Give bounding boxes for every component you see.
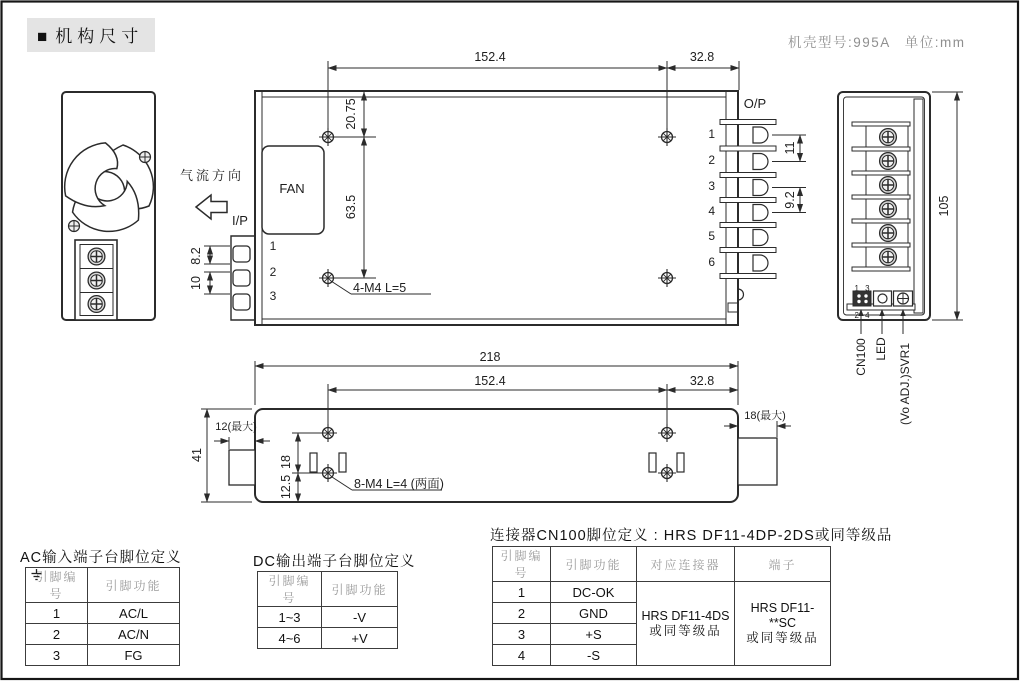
- cell: -V: [322, 607, 398, 628]
- airflow-arrow-icon: [196, 195, 227, 219]
- cell: 3: [26, 645, 88, 666]
- dim-height-105: 105: [937, 195, 951, 217]
- op-pin-number: 6: [708, 255, 715, 269]
- dim-height-41: 41: [190, 448, 204, 462]
- cell: 4~6: [258, 628, 322, 649]
- dim-hole-top: 20.75: [344, 98, 358, 130]
- cn100-table-title: 连接器CN100脚位定义 : HRS DF11-4DP-2DS或同等级品: [490, 528, 893, 544]
- dc-pin-table: [257, 571, 398, 649]
- ac-pin-table: [25, 567, 180, 666]
- cell: +V: [322, 628, 398, 649]
- cell: GND: [551, 603, 637, 624]
- col-header: 端子: [735, 547, 831, 582]
- terminal-screw-icon: [880, 201, 897, 218]
- cell-text: FG: [124, 647, 143, 663]
- table-row: [26, 645, 180, 666]
- table-row: [493, 582, 831, 603]
- screw-icon: [69, 221, 80, 232]
- table-header-row: [258, 572, 398, 607]
- terminal-line1: HRS DF11-**SC: [750, 601, 815, 630]
- cell: 2: [26, 624, 88, 645]
- svr1-potentiometer-icon: [894, 291, 913, 306]
- connector-line2: 或同等级品: [649, 623, 722, 638]
- cell: 1~3: [258, 607, 322, 628]
- table-row: [26, 624, 180, 645]
- dim-ip-pitch-a: 8.2: [189, 247, 203, 265]
- dim-width-right-side: 32.8: [689, 374, 715, 388]
- cell: 4: [493, 645, 551, 666]
- cell: -S: [551, 645, 637, 666]
- terminal-screw-icon: [880, 153, 897, 170]
- terminal-screw-icon: [880, 177, 897, 194]
- cell-terminal: [735, 582, 831, 666]
- screw-icon: [140, 152, 151, 163]
- ip-pin-number: 3: [269, 289, 277, 303]
- fan-icon: [50, 138, 153, 247]
- terminal-screw-icon: [88, 272, 105, 289]
- cell: [88, 645, 180, 666]
- cell-connector: [637, 582, 735, 666]
- table-header-row: [26, 568, 180, 603]
- airflow-label: 气流方向: [179, 168, 244, 183]
- col-header: 引脚编号: [258, 572, 322, 607]
- dim-op-pitch-b: 9.2: [783, 191, 797, 209]
- col-header: 引脚功能: [88, 568, 180, 603]
- dimension-lines: [201, 61, 963, 502]
- terminal-screw-icon: [88, 296, 105, 313]
- svr1-label: (Vo ADJ.)SVR1: [898, 342, 912, 426]
- cell: DC-OK: [551, 582, 637, 603]
- left-end-view: [50, 92, 155, 320]
- col-header: 引脚编号: [26, 568, 88, 603]
- col-header: 引脚功能: [551, 547, 637, 582]
- earth-ground-icon: [30, 568, 43, 581]
- mounting-hole-icon: [658, 269, 676, 287]
- dim-ip-pitch-b: 10: [189, 276, 203, 290]
- dim-left-max: 12(最大): [215, 421, 257, 433]
- dim-op-pitch-a: 11: [783, 141, 797, 155]
- op-pin-number: 4: [708, 204, 715, 218]
- section-title-text: 机构尺寸: [55, 27, 144, 46]
- cell: +S: [551, 624, 637, 645]
- side-view: [229, 409, 777, 502]
- table-row: [26, 603, 180, 624]
- op-pin-number: 2: [708, 153, 715, 167]
- terminal-screw-icon: [88, 248, 105, 265]
- top-view: [231, 91, 776, 325]
- dim-width-right-top: 32.8: [689, 50, 715, 64]
- col-header: 引脚功能: [322, 572, 398, 607]
- op-pin-number: 3: [708, 179, 715, 193]
- dim-right-max: 18(最大): [744, 410, 786, 422]
- cell: AC/N: [88, 624, 180, 645]
- ip-label: I/P: [232, 213, 248, 228]
- op-pin-number: 1: [708, 127, 715, 141]
- cell: 3: [493, 624, 551, 645]
- table-row: [258, 628, 398, 649]
- terminal-screw-icon: [880, 225, 897, 242]
- connector-line1: HRS DF11-4DS: [641, 608, 730, 623]
- dc-terminal-block: [852, 122, 910, 271]
- op-pin-number: 5: [708, 229, 715, 243]
- col-header: 对应连接器: [637, 547, 735, 582]
- cell: 1: [493, 582, 551, 603]
- top-screw-note: 4-M4 L=5: [353, 281, 407, 295]
- cell: AC/L: [88, 603, 180, 624]
- section-title: [27, 18, 155, 52]
- dim-hole-span: 63.5: [344, 194, 358, 220]
- col-header: 引脚编号: [493, 547, 551, 582]
- side-screw-note: 8-M4 L=4 (两面): [354, 477, 444, 491]
- led-indicator-icon: [874, 291, 892, 306]
- ac-table-title: AC输入端子台脚位定义: [20, 550, 182, 566]
- led-label: LED: [874, 337, 888, 361]
- case-model: 机壳型号:995A: [788, 35, 891, 50]
- unit-label: 单位:mm: [904, 35, 966, 50]
- cell: 1: [26, 603, 88, 624]
- cn100-pin-numbers-top: 1 3: [854, 284, 872, 293]
- cn100-pin-table: [492, 546, 831, 666]
- section-bullet: ■: [37, 27, 56, 46]
- dim-length-218: 218: [479, 350, 501, 364]
- left-end-cap: [229, 450, 255, 485]
- right-end-view: [838, 92, 930, 334]
- ip-pin-number: 1: [269, 239, 277, 253]
- terminal-line2: 或同等级品: [746, 631, 819, 645]
- ip-pin-number: 2: [269, 265, 277, 279]
- dc-table-title: DC输出端子台脚位定义: [253, 554, 416, 570]
- cn100-label: CN100: [854, 338, 868, 376]
- op-connector: [720, 120, 776, 279]
- case-model-line: [788, 31, 980, 51]
- fan-label: FAN: [279, 181, 305, 196]
- table-header-row: [493, 547, 831, 582]
- table-row: [258, 607, 398, 628]
- dim-width-holes-side: 152.4: [474, 374, 506, 388]
- dim-width-holes-top: 152.4: [474, 50, 506, 64]
- cn100-pin-numbers-bottom: 2 4: [854, 311, 872, 320]
- dim-hole-bottom-side: 12.5: [279, 474, 293, 500]
- dim-hole-span-side: 18: [279, 455, 293, 469]
- right-end-cap: [738, 438, 777, 485]
- terminal-screw-icon: [880, 249, 897, 266]
- op-label: O/P: [743, 96, 767, 111]
- cell: 2: [493, 603, 551, 624]
- mounting-hole-icon: [658, 464, 676, 482]
- terminal-screw-icon: [880, 129, 897, 146]
